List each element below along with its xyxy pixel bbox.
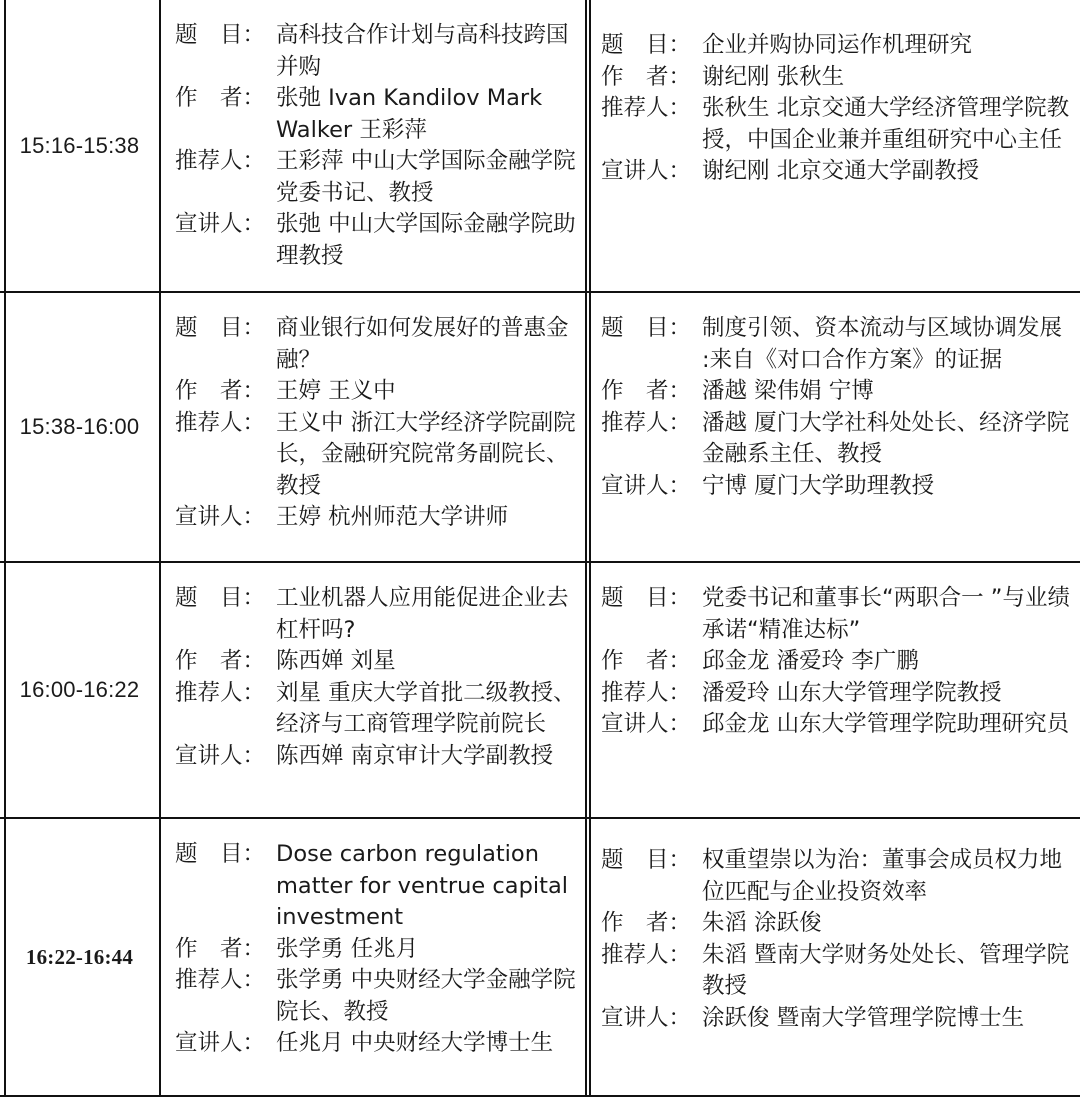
- recommender-value: 刘星 重庆大学首批二级教授、经济与工商管理学院前院长: [276, 679, 576, 737]
- presenter-value: 陈西婵 南京审计大学副教授: [276, 742, 554, 769]
- recommender-value: 张秋生 北京交通大学经济管理学院教授，中国企业兼并重组研究中心主任: [702, 95, 1070, 153]
- session-right: [586, 562, 1080, 818]
- recommender-label: 推荐人：: [601, 409, 692, 436]
- recommender-label: 推荐人：: [175, 409, 266, 436]
- title-value: 党委书记和董事长“两职合一 ”与业绩 承诺“精准达标”: [702, 585, 1070, 643]
- author-label: 作 者：: [175, 85, 266, 111]
- presenter-label: 宣讲人：: [175, 504, 266, 530]
- session-right: [586, 292, 1080, 562]
- author-field: [601, 376, 1074, 408]
- title-field: [601, 30, 1074, 62]
- presenter-label: 宣讲人：: [601, 158, 692, 184]
- title-field: [175, 839, 579, 934]
- session-left: [160, 292, 586, 562]
- recommender-field: [601, 678, 1074, 710]
- recommender-field: [601, 93, 1074, 156]
- session-left: [160, 818, 586, 1096]
- author-field: [175, 646, 579, 678]
- presenter-label: 宣讲人：: [175, 1030, 266, 1056]
- author-field: [175, 83, 579, 146]
- author-label: 作 者：: [601, 378, 692, 404]
- title-value: Dose carbon regulation matter for ventrue capital investment: [276, 841, 568, 930]
- presenter-field: [601, 156, 1074, 188]
- author-label: 作 者：: [175, 378, 266, 404]
- presenter-field: [175, 209, 579, 272]
- middle-divider-rule: [589, 0, 591, 1096]
- recommender-value: 王义中 浙江大学经济学院副院长，金融研究院常务副院长、教授: [276, 409, 576, 499]
- title-value: 制度引领、资本流动与区域协调发展 :来自《对口合作方案》的证据: [702, 315, 1063, 373]
- presenter-value: 任兆月 中央财经大学博士生: [276, 1030, 554, 1056]
- author-field: [601, 646, 1074, 678]
- presenter-label: 宣讲人：: [601, 472, 692, 499]
- title-label: 题 目：: [175, 841, 266, 867]
- title-label: 题 目：: [601, 585, 692, 611]
- title-label: 题 目：: [175, 315, 266, 341]
- presenter-value: 邱金龙 山东大学管理学院助理研究员: [702, 711, 1070, 737]
- recommender-value: 朱滔 暨南大学财务处处长、管理学院教授: [702, 941, 1070, 999]
- presenter-value: 张弛 中山大学国际金融学院助理教授: [276, 211, 576, 269]
- presenter-label: 宣讲人：: [175, 742, 266, 769]
- author-field: [601, 908, 1074, 940]
- presenter-value: 谢纪刚 北京交通大学副教授: [702, 158, 980, 184]
- recommender-field: [175, 146, 579, 209]
- table-row: [0, 818, 1080, 1096]
- title-field: [175, 583, 579, 646]
- author-field: [175, 934, 579, 966]
- author-value: 王婷 王义中: [276, 378, 396, 404]
- title-field: [175, 20, 579, 83]
- presenter-label: 宣讲人：: [601, 1004, 692, 1031]
- recommender-label: 推荐人：: [601, 679, 692, 706]
- recommender-field: [175, 678, 579, 741]
- author-value: 潘越 梁伟娟 宁博: [702, 378, 874, 404]
- recommender-value: 王彩萍 中山大学国际金融学院党委书记、教授: [276, 148, 576, 206]
- title-value: 高科技合作计划与高科技跨国并购: [276, 22, 569, 80]
- time-slot: 16:22-16:44: [0, 818, 160, 1096]
- session-left: [160, 562, 586, 818]
- author-value: 谢纪刚 张秋生: [702, 63, 845, 90]
- title-label: 题 目：: [601, 315, 692, 341]
- recommender-value: 潘爱玲 山东大学管理学院教授: [702, 679, 1002, 706]
- title-label: 题 目：: [601, 32, 692, 58]
- presenter-value: 涂跃俊 暨南大学管理学院博士生: [702, 1004, 1025, 1031]
- presenter-field: [601, 1003, 1074, 1035]
- session-right: [586, 0, 1080, 292]
- author-label: 作 者：: [601, 648, 692, 674]
- title-field: [175, 313, 579, 376]
- presenter-value: 王婷 杭州师范大学讲师: [276, 504, 509, 530]
- recommender-label: 推荐人：: [175, 679, 266, 706]
- author-value: 陈西婵 刘星: [276, 648, 396, 674]
- author-value: 邱金龙 潘爱玲 李广鹏: [702, 648, 919, 674]
- author-label: 作 者：: [601, 910, 692, 936]
- recommender-field: [601, 408, 1074, 471]
- title-field: [601, 583, 1074, 646]
- title-value: 商业银行如何发展好的普惠金融？: [276, 315, 569, 373]
- title-field: [601, 845, 1074, 908]
- recommender-label: 推荐人：: [175, 148, 266, 174]
- presenter-label: 宣讲人：: [601, 711, 692, 737]
- time-slot: 15:38-16:00: [0, 292, 160, 562]
- recommender-label: 推荐人：: [601, 95, 692, 121]
- presenter-field: [175, 1028, 579, 1060]
- title-value: 企业并购协同运作机理研究: [702, 32, 973, 58]
- title-value: 权重望崇以为治：董事会成员权力地位匹配与企业投资效率: [702, 847, 1063, 905]
- author-label: 作 者：: [175, 648, 266, 674]
- time-slot: 16:00-16:22: [0, 562, 160, 818]
- recommender-label: 推荐人：: [601, 941, 692, 968]
- presenter-field: [175, 502, 579, 534]
- recommender-label: 推荐人：: [175, 967, 266, 993]
- author-value: 朱滔 涂跃俊: [702, 910, 822, 936]
- author-field: [601, 62, 1074, 94]
- presenter-field: [601, 709, 1074, 741]
- left-border-rule: [4, 0, 6, 1096]
- recommender-value: 潘越 厦门大学社科处处长、经济学院金融系主任、教授: [702, 409, 1070, 467]
- title-field: [601, 313, 1074, 376]
- author-label: 作 者：: [175, 935, 266, 962]
- table-row: [0, 562, 1080, 818]
- presenter-label: 宣讲人：: [175, 211, 266, 237]
- session-left: [160, 0, 586, 292]
- time-slot: 15:16-15:38: [0, 0, 160, 292]
- title-value: 工业机器人应用能促进企业去杠杆吗?: [276, 585, 569, 643]
- recommender-field: [601, 940, 1074, 1003]
- presenter-field: [175, 741, 579, 773]
- title-label: 题 目：: [601, 847, 692, 873]
- author-label: 作 者：: [601, 63, 692, 90]
- recommender-field: [175, 965, 579, 1028]
- table-row: [0, 292, 1080, 562]
- author-field: [175, 376, 579, 408]
- table-row: [0, 0, 1080, 292]
- title-label: 题 目：: [175, 22, 266, 48]
- presenter-field: [601, 471, 1074, 503]
- recommender-field: [175, 408, 579, 503]
- session-right: [586, 818, 1080, 1096]
- title-label: 题 目：: [175, 585, 266, 611]
- author-value: 张弛 Ivan Kandilov Mark Walker 王彩萍: [276, 85, 543, 143]
- recommender-value: 张学勇 中央财经大学金融学院院长、教授: [276, 967, 576, 1025]
- presenter-value: 宁博 厦门大学助理教授: [702, 472, 935, 499]
- author-value: 张学勇 任兆月: [276, 935, 419, 962]
